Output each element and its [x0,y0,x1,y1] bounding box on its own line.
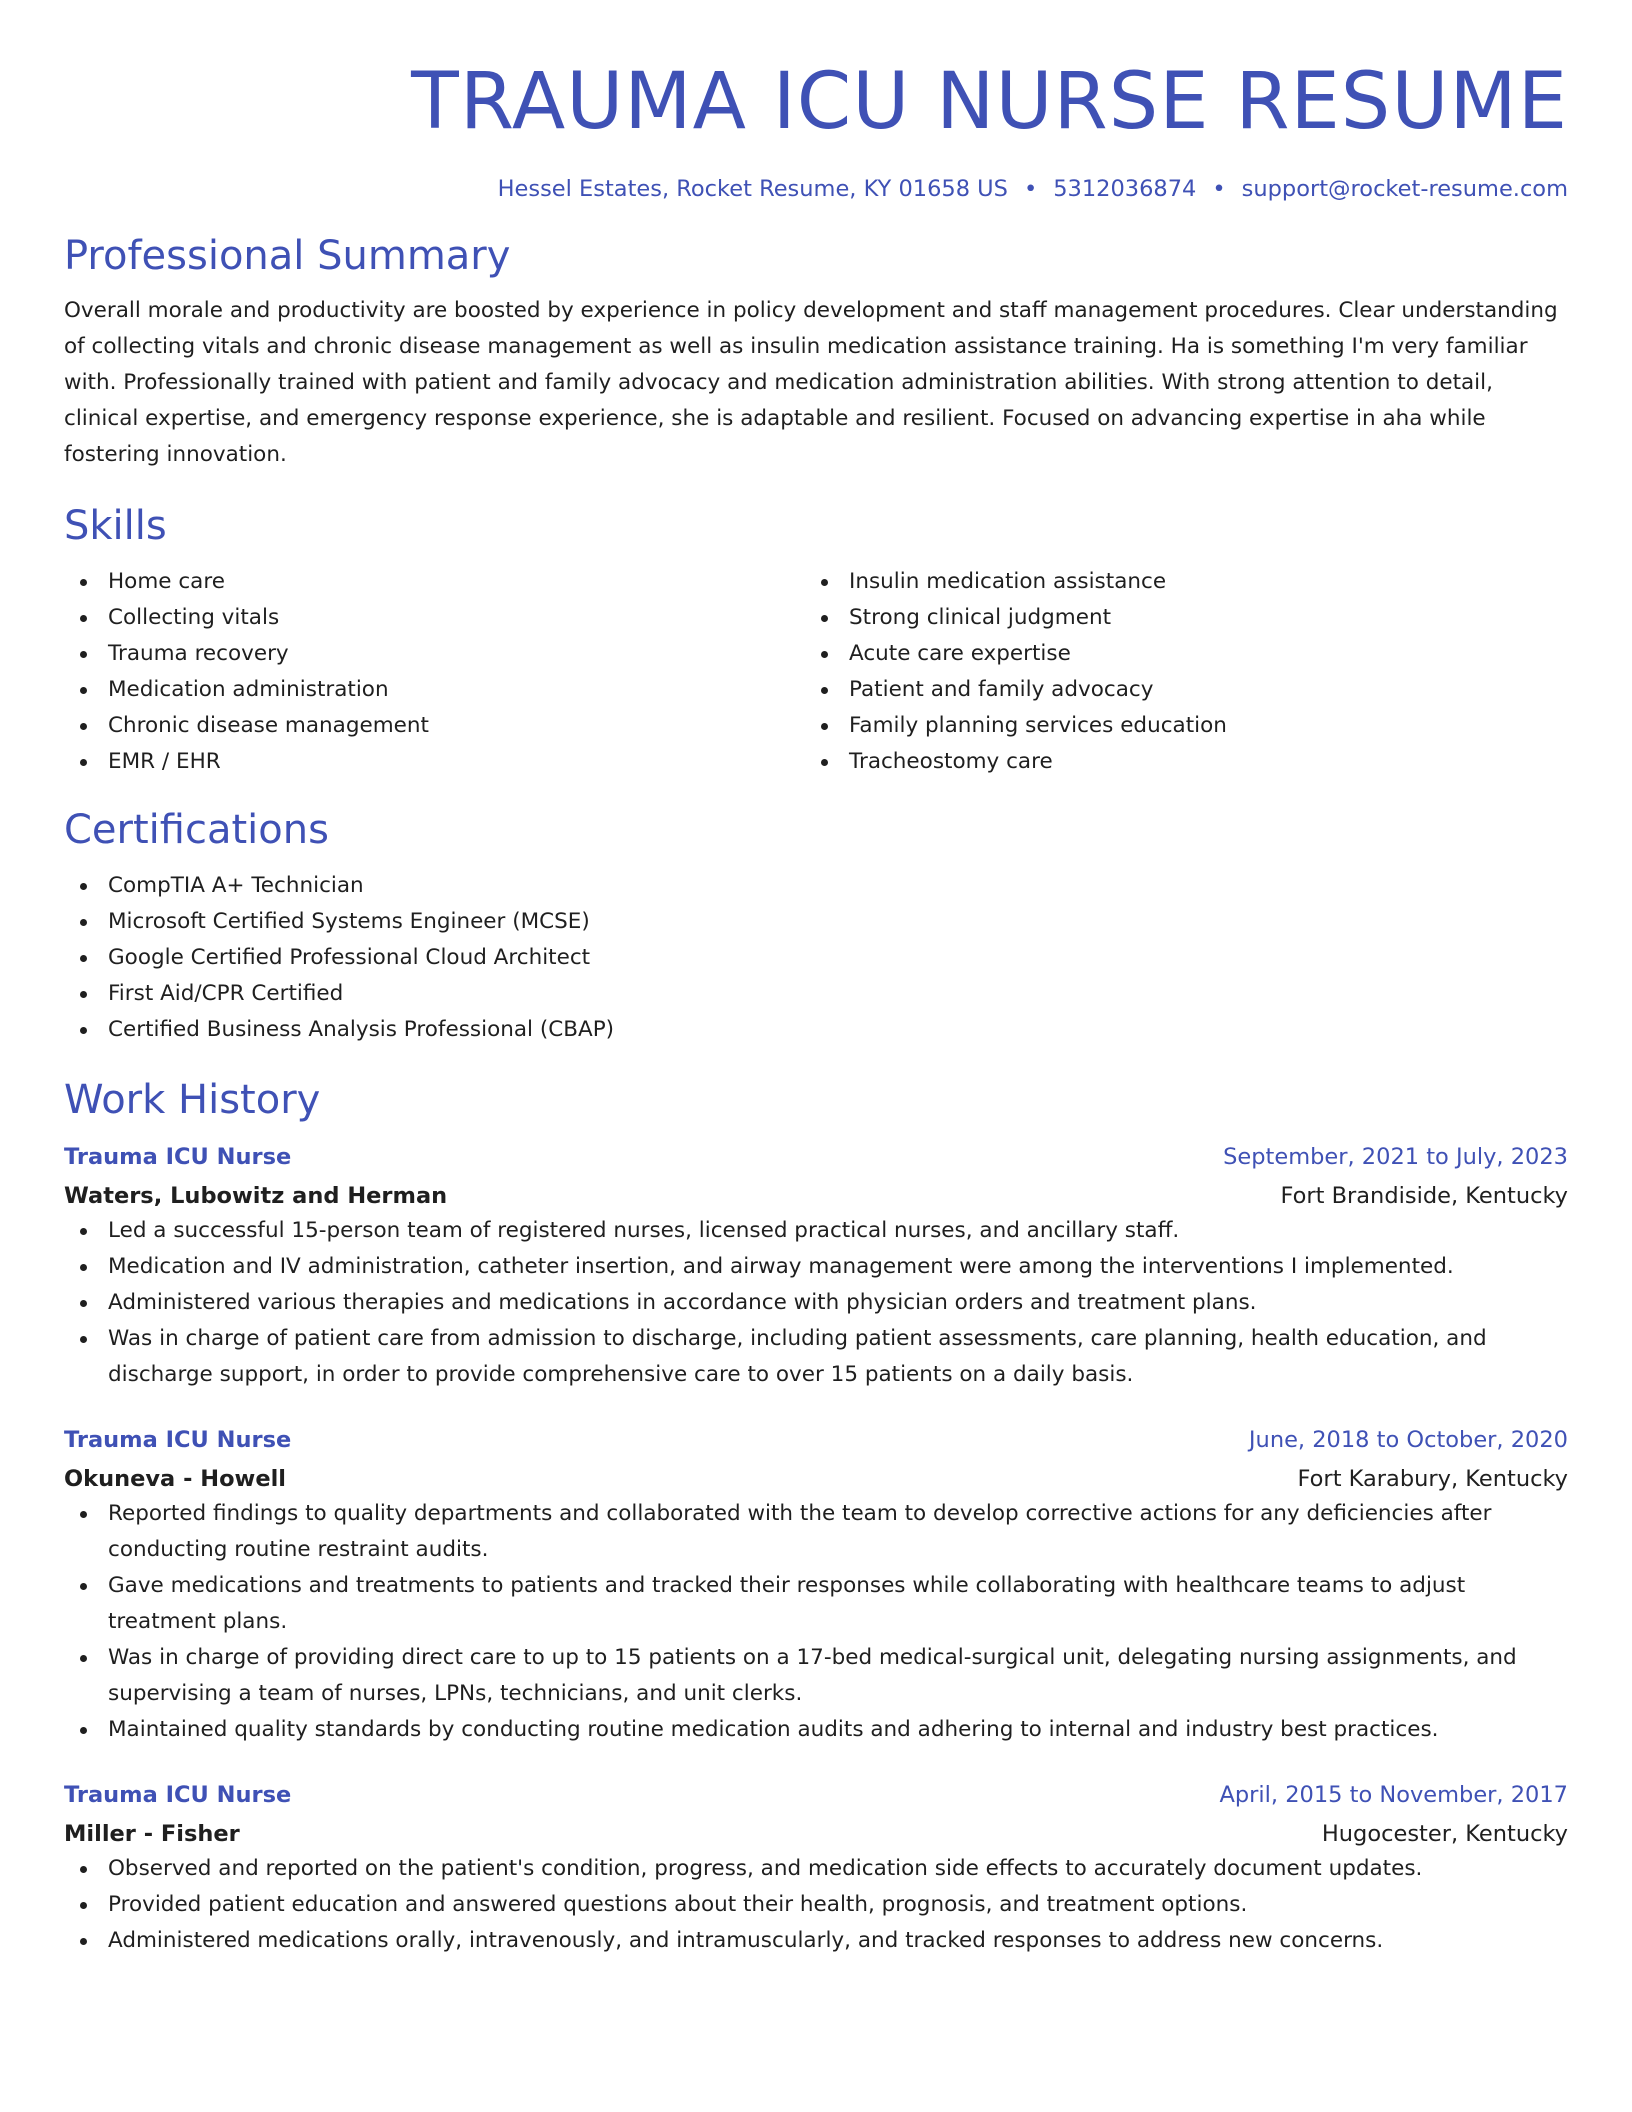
job-company: Waters, Lubowitz and Herman [64,1183,448,1209]
job-company: Okuneva - Howell [64,1466,287,1492]
skill-item: Strong clinical judgment [805,600,1546,636]
certification-item: Certified Business Analysis Professional (CBAP) [64,1012,1568,1048]
job-location: Fort Brandiside, Kentucky [1280,1183,1568,1209]
job-bullet: Gave medications and treatments to patients and tracked their responses while collaborating with healthcare teams to adjust treatment plans. [64,1568,1568,1640]
job-location: Fort Karabury, Kentucky [1297,1466,1568,1492]
job-company: Miller - Fisher [64,1821,240,1847]
skills-right-list [805,564,1546,780]
skills-heading: Skills [64,503,167,549]
summary-text: Overall morale and productivity are boosted by experience in policy development and staff management procedures. Clear understanding of collecting vitals and chronic disease management as well as insulin medication assistance training. Ha is something I'm very familiar with. Professionally trained with patient and family advocacy and medication administration abilities. With strong attention to detail, clinical expertise, and emergency response experience, she is adaptable and resilient. Focused on advancing expertise in aha while fostering innovation. [64,298,1558,467]
job-header [64,1778,1568,1812]
job-dates: June, 2018 to October, 2020 [1248,1427,1568,1453]
job-subheader [64,1179,1568,1213]
job-bullet: Observed and reported on the patient's condition, progress, and medication side effects to accurately document updates. [64,1851,1568,1887]
resume-title: TRAUMA ICU NURSE RESUME [411,57,1568,147]
contact-line [64,174,1568,204]
job-location: Hugocester, Kentucky [1321,1821,1568,1847]
job-bullet: Administered medications orally, intravenously, and intramuscularly, and tracked responses to address new concerns. [64,1923,1568,1959]
job-bullet: Was in charge of patient care from admission to discharge, including patient assessments, care planning, health education, and discharge support, in order to provide comprehensive care to over 15 patients on a daily basis. [64,1321,1568,1393]
job-bullet: Reported findings to quality departments and collaborated with the team to develop corrective actions for any deficiencies after conducting routine restraint audits. [64,1496,1568,1568]
skills-columns [64,564,1568,780]
job-subheader [64,1817,1568,1851]
job-header [64,1423,1568,1457]
certification-item: First Aid/CPR Certified [64,976,1568,1012]
skill-item: Patient and family advocacy [805,672,1546,708]
summary-heading: Professional Summary [64,233,511,279]
work-section [64,1074,1568,1959]
job-entry [64,1423,1568,1748]
summary-section [64,230,1568,473]
job-bullets [64,1851,1568,1959]
job-entry [64,1140,1568,1393]
contact-phone[interactable]: 5312036874 [1053,176,1197,202]
job-bullet: Medication and IV administration, catheter insertion, and airway management were among the interventions I implemented. [64,1249,1568,1285]
skill-item: Insulin medication assistance [805,564,1546,600]
job-bullet: Maintained quality standards by conducting routine medication audits and adhering to internal and industry best practices. [64,1712,1568,1748]
skills-section [64,500,1568,780]
skill-item: Home care [64,564,805,600]
job-header [64,1140,1568,1174]
certifications-list [64,868,1568,1048]
separator-dot: • [1212,176,1226,202]
certification-item: CompTIA A+ Technician [64,868,1568,904]
job-dates: September, 2021 to July, 2023 [1223,1144,1568,1170]
job-subheader [64,1462,1568,1496]
job-bullets [64,1213,1568,1393]
certifications-section [64,804,1568,1048]
job-bullet: Led a successful 15-person team of registered nurses, licensed practical nurses, and ancillary staff. [64,1213,1568,1249]
skill-item: Medication administration [64,672,805,708]
separator-dot: • [1023,176,1038,202]
job-bullet: Administered various therapies and medications in accordance with physician orders and treatment plans. [64,1285,1568,1321]
skill-item: Tracheostomy care [805,744,1546,780]
skill-item: Trauma recovery [64,636,805,672]
job-dates: April, 2015 to November, 2017 [1219,1782,1568,1808]
contact-address: Hessel Estates, Rocket Resume, KY 01658 US [497,176,1008,202]
skill-item: Acute care expertise [805,636,1546,672]
job-title: Trauma ICU Nurse [64,1144,292,1170]
job-bullets [64,1496,1568,1748]
job-title: Trauma ICU Nurse [64,1782,292,1808]
certifications-heading: Certifications [64,807,329,853]
work-heading: Work History [64,1077,321,1123]
job-bullet: Was in charge of providing direct care to up to 15 patients on a 17-bed medical-surgical unit, delegating nursing assignments, and supervising a team of nurses, LPNs, technicians, and unit clerks. [64,1640,1568,1712]
job-title: Trauma ICU Nurse [64,1427,292,1453]
certification-item: Google Certified Professional Cloud Architect [64,940,1568,976]
contact-email[interactable]: support@rocket-resume.com [1241,176,1568,202]
skill-item: EMR / EHR [64,744,805,780]
job-bullet: Provided patient education and answered questions about their health, prognosis, and treatment options. [64,1887,1568,1923]
certification-item: Microsoft Certified Systems Engineer (MCSE) [64,904,1568,940]
skill-item: Chronic disease management [64,708,805,744]
skills-left-list [64,564,805,780]
skill-item: Family planning services education [805,708,1546,744]
job-entry [64,1778,1568,1959]
skill-item: Collecting vitals [64,600,805,636]
